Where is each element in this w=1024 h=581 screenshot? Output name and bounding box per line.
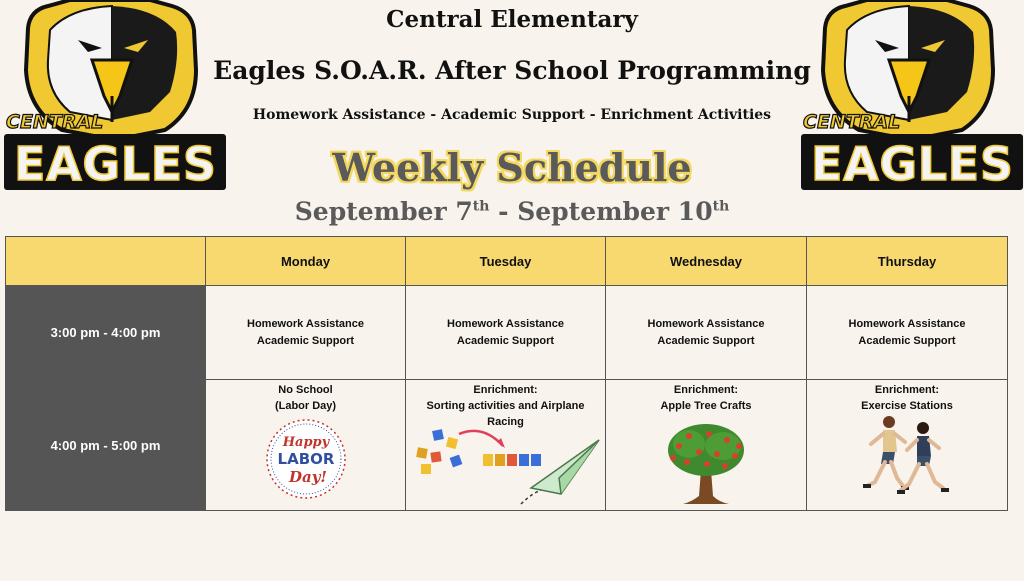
program-title: Eagles S.O.A.R. After School Programming [213,56,811,85]
schedule-cell [406,286,606,380]
activity-line: Homework Assistance [647,317,765,330]
schedule-cell [807,380,1008,511]
activity-line: Homework Assistance [848,317,966,330]
sorting-and-airplane-image [411,428,601,508]
date-end-suffix: th [712,198,730,215]
day-header-wednesday: Wednesday [606,237,807,286]
schedule-cell [807,286,1008,380]
labor-day-line2: LABOR [277,450,334,468]
table-row [6,380,1008,511]
logo-word-bottom: EAGLES [14,137,216,191]
day-header-tuesday: Tuesday [406,237,606,286]
activity-line: Enrichment: [874,384,940,396]
date-separator: - [489,197,518,226]
schedule-cell [406,380,606,511]
table-header-row [6,237,1008,286]
activity-line: Enrichment: [673,384,739,396]
activity-line: Homework Assistance [447,317,564,330]
activity-line: Academic Support [657,334,755,347]
program-tagline: Homework Assistance - Academic Support - Enrichment Activities [252,107,772,123]
header-corner [6,237,206,286]
labor-day-line3: Day! [288,468,327,486]
schedule-cell [606,286,807,380]
logo-word-top: CENTRAL [803,111,901,133]
time-slot: 4:00 pm - 5:00 pm [6,380,206,511]
activity-line: Academic Support [256,334,355,347]
activity-line: (Labor Day) [274,400,337,412]
activity-line: Racing [487,416,524,428]
date-start: September 7 [294,197,473,226]
table-row [6,286,1008,380]
date-end: September 10 [517,197,713,226]
activity-line: Sorting activities and Airplane [426,400,585,412]
school-name: Central Elementary [386,6,638,33]
activity-line: Homework Assistance [247,317,364,330]
activity-line: Academic Support [456,334,555,347]
labor-day-badge-image [260,418,352,500]
day-header-thursday: Thursday [807,237,1008,286]
labor-day-line1: Happy [282,435,329,450]
schedule-heading: Weekly Schedule [332,145,692,190]
logo-word-top: CENTRAL [6,111,104,133]
runners-exercise-image [861,412,953,500]
schedule-cell [206,380,406,511]
time-slot: 3:00 pm - 4:00 pm [6,286,206,380]
date-start-suffix: th [472,198,490,215]
schedule-cell [206,286,406,380]
schedule-cell [606,380,807,511]
logo-word-bottom: EAGLES [811,137,1013,191]
apple-tree-image [665,422,747,506]
date-range [0,197,1024,226]
day-header-monday: Monday [206,237,406,286]
activity-line: Academic Support [858,334,956,347]
activity-line: Apple Tree Crafts [660,400,752,412]
page-header [0,0,1024,236]
weekly-schedule-table [5,236,1008,511]
activity-line: Enrichment: [473,384,538,396]
activity-line: No School [278,384,333,396]
activity-line: Exercise Stations [861,400,953,412]
